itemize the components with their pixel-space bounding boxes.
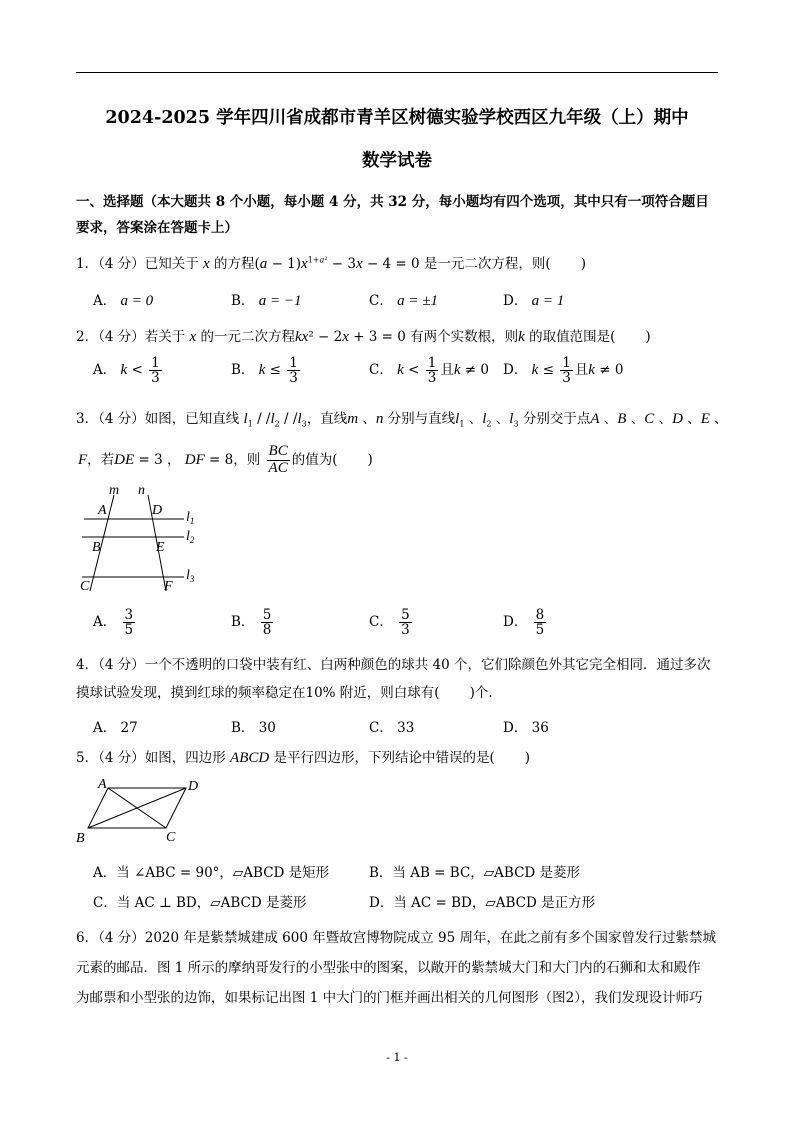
- label-C: C: [80, 579, 90, 594]
- section-heading-line1: 一、选择题（本大题共 8 个小题，每小题 4 分，共 32 分，每小题均有四个选项，其中只有一项符合题目: [76, 194, 709, 210]
- parallelogram-figure: [74, 776, 204, 846]
- label-n: n: [138, 483, 145, 498]
- q5-option-a[interactable]: A．当 ∠ABC = 90°，▱ABCD 是矩形: [93, 865, 330, 881]
- question-1: 1．（4 分）已知关于 x 的方程$(a - 1)x^{1+a^2} - 3x - 4 = 0$ 是一元二次方程，则( ): [76, 255, 586, 272]
- question-3-line2: F，若DE = 3 ， DF = 8，则 $\frac{BC}{AC}$ 的值为( ): [78, 443, 373, 476]
- q1-option-d[interactable]: D． a = 1: [503, 293, 565, 309]
- label-m: m: [109, 483, 120, 498]
- q2-option-d[interactable]: D． k ≤ $\frac{1}{3}$ 且k ≠ 0: [503, 355, 624, 387]
- q4-option-c[interactable]: C． 33: [369, 720, 415, 736]
- question-number: 2．（4 分）: [76, 329, 145, 345]
- question-4-line1: 4．（4 分）一个不透明的口袋中装有红、白两种颜色的球共 40 个，它们除颜色外其它完全相同．通过多次: [76, 657, 711, 673]
- equation: $(a - 1)x^{1+a^2} - 3x - 4 = 0$: [254, 255, 420, 272]
- question-6-line3: 为邮票和小型张的边饰，如果标记出图 1 中大门的门框并画出相关的几何图形（图2），我们发现设计师巧: [76, 990, 703, 1006]
- q3-option-a[interactable]: A． $\frac{3}{5}$: [93, 607, 134, 639]
- q2-option-c[interactable]: C． k < $\frac{1}{3}$ 且k ≠ 0: [369, 355, 489, 387]
- label-C: C: [166, 830, 176, 845]
- equation: kx² − 2x + 3 = 0: [295, 329, 406, 345]
- q1-option-c[interactable]: C． a = ±1: [369, 293, 438, 309]
- label-F: F: [164, 579, 173, 594]
- question-number: 1．（4 分）: [76, 256, 145, 272]
- page-title: 2024-2025 学年四川省成都市青羊区树德实验学校西区九年级（上）期中: [105, 108, 689, 128]
- page-subtitle: 数学试卷: [362, 151, 432, 171]
- question-number: 5．（4 分）: [76, 750, 145, 766]
- q3-option-c[interactable]: C． $\frac{5}{3}$: [369, 607, 410, 639]
- diagonal-bd: [88, 788, 186, 828]
- label-A: A: [98, 777, 107, 792]
- question-number: 4．（4 分）: [76, 657, 145, 673]
- q1-option-a[interactable]: A． a = 0: [93, 293, 154, 309]
- q5-option-b[interactable]: B．当 AB = BC，▱ABCD 是菱形: [369, 865, 581, 881]
- question-2: 2．（4 分）若关于 x 的一元二次方程kx² − 2x + 3 = 0 有两个实数根，则k 的取值范围是( ): [76, 329, 651, 345]
- q4-option-a[interactable]: A． 27: [93, 720, 138, 736]
- q4-option-d[interactable]: D． 36: [503, 720, 549, 736]
- q2-option-a[interactable]: A． k < $\frac{1}{3}$: [93, 355, 160, 387]
- question-6-line1: 6．（4 分）2020 年是紫禁城建成 600 年暨故宫博物院成立 95 周年，在此之前有多个国家曾发行过紫禁城: [76, 930, 716, 946]
- label-l1: $l_1$: [186, 510, 195, 526]
- q3-option-d[interactable]: D． $\frac{8}{5}$: [503, 607, 545, 639]
- q3-option-b[interactable]: B． $\frac{5}{8}$: [231, 607, 272, 639]
- label-l2: $l_2$: [186, 529, 195, 545]
- q5-option-c[interactable]: C．当 AC ⊥ BD，▱ABCD 是菱形: [93, 895, 307, 911]
- label-D: D: [188, 779, 199, 794]
- question-number: 3．（4 分）: [76, 411, 145, 427]
- label-B: B: [76, 831, 85, 846]
- parallel-lines-figure: [76, 483, 211, 595]
- page-number: - 1 -: [386, 1051, 408, 1064]
- label-B: B: [92, 540, 101, 555]
- header-rule: [76, 72, 718, 73]
- question-5: 5．（4 分）如图，四边形 ABCD 是平行四边形，下列结论中错误的是( ): [76, 750, 531, 766]
- label-D: D: [152, 503, 163, 518]
- label-A: A: [98, 503, 107, 518]
- question-3-line1: 3．（4 分）如图，已知直线 $l_1 / /l_2 / /l_3$，直线m 、n 分别与直线$l_1$ 、$l_2$ 、$l_3$ 分别交于点A 、B 、C 、D 、E 、: [76, 411, 728, 429]
- label-E: E: [156, 540, 165, 555]
- label-l3: $l_3$: [186, 568, 195, 584]
- question-number: 6．（4 分）: [76, 930, 145, 946]
- q1-option-b[interactable]: B． a = −1: [231, 293, 302, 309]
- section-heading-line2: 要求，答案涂在答题卡上）: [76, 220, 238, 236]
- q4-option-b[interactable]: B． 30: [231, 720, 276, 736]
- question-6-line2: 元素的邮品．图 1 所示的摩纳哥发行的小型张中的图案，以敞开的紫禁城大门和大门内的石狮和太和殿作: [76, 960, 701, 976]
- question-4-line2: 摸球试验发现，摸到红球的频率稳定在10% 附近，则白球有( )个.: [76, 685, 493, 701]
- q2-option-b[interactable]: B． k ≤ $\frac{1}{3}$: [231, 355, 298, 387]
- q5-option-d[interactable]: D．当 AC = BD，▱ABCD 是正方形: [369, 895, 596, 911]
- math-var: x: [203, 256, 210, 272]
